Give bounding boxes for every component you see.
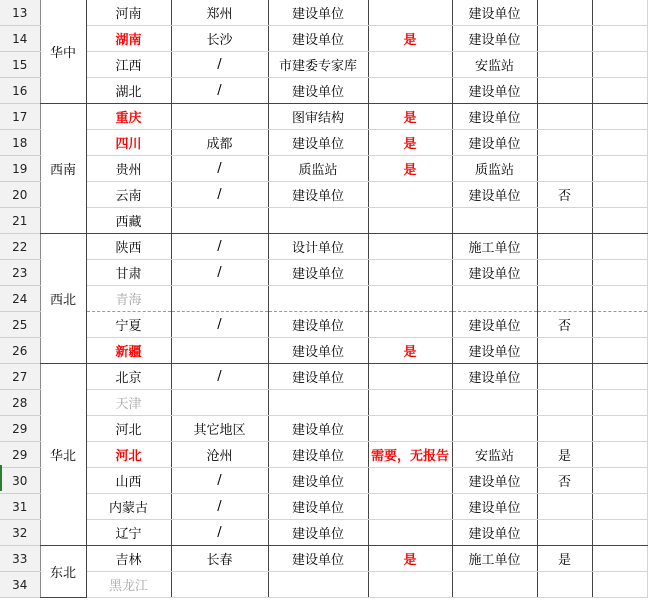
last-cell[interactable] bbox=[537, 26, 592, 52]
empty-cell[interactable] bbox=[592, 0, 647, 26]
last-cell[interactable] bbox=[537, 0, 592, 26]
city-cell[interactable] bbox=[171, 208, 268, 234]
empty-cell[interactable] bbox=[592, 468, 647, 494]
empty-cell[interactable] bbox=[592, 338, 647, 364]
city-cell[interactable]: / bbox=[171, 234, 268, 260]
unit2-cell[interactable]: 建设单位 bbox=[452, 182, 537, 208]
unit2-cell[interactable]: 建设单位 bbox=[452, 260, 537, 286]
city-cell[interactable]: / bbox=[171, 520, 268, 546]
row-number[interactable]: 17 bbox=[0, 104, 40, 130]
city-cell[interactable] bbox=[171, 338, 268, 364]
flag-cell[interactable] bbox=[368, 286, 452, 312]
city-cell[interactable]: / bbox=[171, 52, 268, 78]
city-cell[interactable]: / bbox=[171, 260, 268, 286]
province-cell[interactable]: 四川 bbox=[86, 130, 171, 156]
table-row[interactable] bbox=[0, 234, 647, 260]
unit2-cell[interactable]: 安监站 bbox=[452, 442, 537, 468]
table-row[interactable] bbox=[0, 0, 647, 26]
flag-cell[interactable] bbox=[368, 390, 452, 416]
province-cell[interactable]: 贵州 bbox=[86, 156, 171, 182]
empty-cell[interactable] bbox=[592, 156, 647, 182]
table-row[interactable] bbox=[0, 52, 647, 78]
last-cell[interactable]: 否 bbox=[537, 312, 592, 338]
unit-cell[interactable]: 建设单位 bbox=[268, 260, 368, 286]
row-number[interactable]: 34 bbox=[0, 572, 40, 598]
flag-cell[interactable]: 是 bbox=[368, 104, 452, 130]
city-cell[interactable] bbox=[171, 104, 268, 130]
city-cell[interactable] bbox=[171, 390, 268, 416]
table-row[interactable] bbox=[0, 182, 647, 208]
unit2-cell[interactable] bbox=[452, 416, 537, 442]
unit-cell[interactable] bbox=[268, 286, 368, 312]
unit-cell[interactable]: 建设单位 bbox=[268, 416, 368, 442]
last-cell[interactable]: 是 bbox=[537, 546, 592, 572]
last-cell[interactable] bbox=[537, 208, 592, 234]
unit-cell[interactable] bbox=[268, 208, 368, 234]
city-cell[interactable]: / bbox=[171, 364, 268, 390]
province-cell[interactable]: 西藏 bbox=[86, 208, 171, 234]
row-number[interactable]: 33 bbox=[0, 546, 40, 572]
row-number[interactable]: 14 bbox=[0, 26, 40, 52]
city-cell[interactable]: / bbox=[171, 156, 268, 182]
unit-cell[interactable]: 质监站 bbox=[268, 156, 368, 182]
flag-cell[interactable]: 是 bbox=[368, 338, 452, 364]
unit2-cell[interactable]: 建设单位 bbox=[452, 364, 537, 390]
row-number[interactable]: 24 bbox=[0, 286, 40, 312]
flag-cell[interactable] bbox=[368, 78, 452, 104]
last-cell[interactable] bbox=[537, 52, 592, 78]
empty-cell[interactable] bbox=[592, 416, 647, 442]
unit2-cell[interactable]: 建设单位 bbox=[452, 468, 537, 494]
city-cell[interactable]: 成都 bbox=[171, 130, 268, 156]
empty-cell[interactable] bbox=[592, 442, 647, 468]
region-cell[interactable]: 华北 bbox=[40, 364, 86, 546]
table-row[interactable] bbox=[0, 78, 647, 104]
unit-cell[interactable]: 建设单位 bbox=[268, 182, 368, 208]
province-cell[interactable]: 湖南 bbox=[86, 26, 171, 52]
city-cell[interactable]: 长沙 bbox=[171, 26, 268, 52]
last-cell[interactable]: 否 bbox=[537, 182, 592, 208]
province-cell[interactable]: 甘肃 bbox=[86, 260, 171, 286]
province-cell[interactable]: 新疆 bbox=[86, 338, 171, 364]
last-cell[interactable] bbox=[537, 130, 592, 156]
province-cell[interactable]: 湖北 bbox=[86, 78, 171, 104]
last-cell[interactable] bbox=[537, 286, 592, 312]
province-cell[interactable]: 吉林 bbox=[86, 546, 171, 572]
city-cell[interactable]: / bbox=[171, 182, 268, 208]
unit2-cell[interactable] bbox=[452, 286, 537, 312]
table-row[interactable] bbox=[0, 572, 647, 598]
unit-cell[interactable]: 建设单位 bbox=[268, 520, 368, 546]
city-cell[interactable]: / bbox=[171, 78, 268, 104]
empty-cell[interactable] bbox=[592, 520, 647, 546]
table-row[interactable] bbox=[0, 468, 647, 494]
empty-cell[interactable] bbox=[592, 52, 647, 78]
unit2-cell[interactable]: 建设单位 bbox=[452, 494, 537, 520]
city-cell[interactable]: / bbox=[171, 468, 268, 494]
unit-cell[interactable]: 建设单位 bbox=[268, 130, 368, 156]
row-number[interactable]: 19 bbox=[0, 156, 40, 182]
unit2-cell[interactable]: 建设单位 bbox=[452, 104, 537, 130]
flag-cell[interactable] bbox=[368, 260, 452, 286]
row-number[interactable]: 29 bbox=[0, 442, 40, 468]
last-cell[interactable] bbox=[537, 234, 592, 260]
flag-cell[interactable] bbox=[368, 208, 452, 234]
flag-cell[interactable] bbox=[368, 0, 452, 26]
unit-cell[interactable] bbox=[268, 390, 368, 416]
region-cell[interactable]: 西北 bbox=[40, 234, 86, 364]
unit2-cell[interactable]: 安监站 bbox=[452, 52, 537, 78]
unit2-cell[interactable]: 建设单位 bbox=[452, 312, 537, 338]
unit-cell[interactable]: 市建委专家库 bbox=[268, 52, 368, 78]
city-cell[interactable] bbox=[171, 572, 268, 598]
unit2-cell[interactable]: 施工单位 bbox=[452, 234, 537, 260]
city-cell[interactable]: 沧州 bbox=[171, 442, 268, 468]
row-number[interactable]: 31 bbox=[0, 494, 40, 520]
row-number[interactable]: 26 bbox=[0, 338, 40, 364]
flag-cell[interactable] bbox=[368, 468, 452, 494]
flag-cell[interactable] bbox=[368, 364, 452, 390]
empty-cell[interactable] bbox=[592, 390, 647, 416]
last-cell[interactable] bbox=[537, 494, 592, 520]
table-row[interactable] bbox=[0, 26, 647, 52]
empty-cell[interactable] bbox=[592, 104, 647, 130]
table-row[interactable] bbox=[0, 208, 647, 234]
flag-cell[interactable] bbox=[368, 182, 452, 208]
flag-cell[interactable]: 是 bbox=[368, 130, 452, 156]
row-number[interactable]: 15 bbox=[0, 52, 40, 78]
empty-cell[interactable] bbox=[592, 26, 647, 52]
flag-cell[interactable]: 是 bbox=[368, 26, 452, 52]
province-cell[interactable]: 河北 bbox=[86, 442, 171, 468]
unit2-cell[interactable]: 建设单位 bbox=[452, 338, 537, 364]
last-cell[interactable] bbox=[537, 78, 592, 104]
empty-cell[interactable] bbox=[592, 494, 647, 520]
flag-cell[interactable] bbox=[368, 494, 452, 520]
city-cell[interactable] bbox=[171, 286, 268, 312]
region-cell[interactable]: 西南 bbox=[40, 104, 86, 234]
last-cell[interactable]: 是 bbox=[537, 442, 592, 468]
table-row[interactable] bbox=[0, 364, 647, 390]
unit-cell[interactable]: 建设单位 bbox=[268, 0, 368, 26]
unit2-cell[interactable] bbox=[452, 208, 537, 234]
row-number[interactable]: 18 bbox=[0, 130, 40, 156]
province-cell[interactable]: 北京 bbox=[86, 364, 171, 390]
province-cell[interactable]: 河北 bbox=[86, 416, 171, 442]
province-cell[interactable]: 山西 bbox=[86, 468, 171, 494]
table-row[interactable] bbox=[0, 546, 647, 572]
unit-cell[interactable]: 建设单位 bbox=[268, 546, 368, 572]
province-cell[interactable]: 天津 bbox=[86, 390, 171, 416]
row-number[interactable]: 23 bbox=[0, 260, 40, 286]
flag-cell[interactable] bbox=[368, 52, 452, 78]
unit-cell[interactable]: 建设单位 bbox=[268, 26, 368, 52]
city-cell[interactable]: 其它地区 bbox=[171, 416, 268, 442]
last-cell[interactable] bbox=[537, 156, 592, 182]
province-cell[interactable]: 内蒙古 bbox=[86, 494, 171, 520]
last-cell[interactable] bbox=[537, 338, 592, 364]
unit-cell[interactable]: 建设单位 bbox=[268, 364, 368, 390]
unit2-cell[interactable]: 建设单位 bbox=[452, 520, 537, 546]
last-cell[interactable] bbox=[537, 104, 592, 130]
last-cell[interactable]: 否 bbox=[537, 468, 592, 494]
province-cell[interactable]: 青海 bbox=[86, 286, 171, 312]
table-row[interactable] bbox=[0, 130, 647, 156]
flag-cell[interactable] bbox=[368, 312, 452, 338]
city-cell[interactable]: / bbox=[171, 494, 268, 520]
table-row[interactable] bbox=[0, 104, 647, 130]
province-cell[interactable]: 陕西 bbox=[86, 234, 171, 260]
table-row[interactable] bbox=[0, 390, 647, 416]
empty-cell[interactable] bbox=[592, 312, 647, 338]
unit-cell[interactable]: 建设单位 bbox=[268, 338, 368, 364]
unit2-cell[interactable]: 质监站 bbox=[452, 156, 537, 182]
row-number[interactable]: 13 bbox=[0, 0, 40, 26]
table-row[interactable] bbox=[0, 260, 647, 286]
flag-cell[interactable]: 需要，无报告 bbox=[368, 442, 452, 468]
row-number[interactable]: 22 bbox=[0, 234, 40, 260]
row-number[interactable]: 25 bbox=[0, 312, 40, 338]
empty-cell[interactable] bbox=[592, 546, 647, 572]
unit-cell[interactable]: 建设单位 bbox=[268, 494, 368, 520]
unit2-cell[interactable]: 建设单位 bbox=[452, 130, 537, 156]
row-selection-indicator bbox=[0, 465, 2, 491]
province-cell[interactable]: 宁夏 bbox=[86, 312, 171, 338]
flag-cell[interactable] bbox=[368, 416, 452, 442]
last-cell[interactable] bbox=[537, 572, 592, 598]
province-cell[interactable]: 云南 bbox=[86, 182, 171, 208]
unit2-cell[interactable]: 建设单位 bbox=[452, 78, 537, 104]
table-row[interactable] bbox=[0, 416, 647, 442]
empty-cell[interactable] bbox=[592, 208, 647, 234]
empty-cell[interactable] bbox=[592, 364, 647, 390]
row-number[interactable]: 28 bbox=[0, 390, 40, 416]
province-cell[interactable]: 黑龙江 bbox=[86, 572, 171, 598]
table-row[interactable] bbox=[0, 494, 647, 520]
row-number[interactable]: 32 bbox=[0, 520, 40, 546]
last-cell[interactable] bbox=[537, 390, 592, 416]
table-row[interactable] bbox=[0, 520, 647, 546]
province-cell[interactable]: 江西 bbox=[86, 52, 171, 78]
empty-cell[interactable] bbox=[592, 234, 647, 260]
empty-cell[interactable] bbox=[592, 286, 647, 312]
empty-cell[interactable] bbox=[592, 130, 647, 156]
province-cell[interactable]: 重庆 bbox=[86, 104, 171, 130]
last-cell[interactable] bbox=[537, 364, 592, 390]
unit2-cell[interactable]: 施工单位 bbox=[452, 546, 537, 572]
table-row[interactable] bbox=[0, 338, 647, 364]
row-number[interactable]: 20 bbox=[0, 182, 40, 208]
table-row[interactable] bbox=[0, 286, 647, 312]
unit2-cell[interactable] bbox=[452, 390, 537, 416]
city-cell[interactable]: 长春 bbox=[171, 546, 268, 572]
row-number[interactable]: 27 bbox=[0, 364, 40, 390]
province-cell[interactable]: 辽宁 bbox=[86, 520, 171, 546]
unit-cell[interactable]: 建设单位 bbox=[268, 78, 368, 104]
table-row[interactable] bbox=[0, 312, 647, 338]
city-cell[interactable]: / bbox=[171, 312, 268, 338]
region-cell[interactable]: 东北 bbox=[40, 546, 86, 598]
unit2-cell[interactable]: 建设单位 bbox=[452, 26, 537, 52]
row-number[interactable]: 29 bbox=[0, 416, 40, 442]
province-cell[interactable]: 河南 bbox=[86, 0, 171, 26]
empty-cell[interactable] bbox=[592, 182, 647, 208]
flag-cell[interactable] bbox=[368, 234, 452, 260]
unit2-cell[interactable] bbox=[452, 572, 537, 598]
empty-cell[interactable] bbox=[592, 260, 647, 286]
flag-cell[interactable]: 是 bbox=[368, 546, 452, 572]
unit-cell[interactable]: 建设单位 bbox=[268, 468, 368, 494]
region-cell[interactable]: 华中 bbox=[40, 0, 86, 104]
city-cell[interactable]: 郑州 bbox=[171, 0, 268, 26]
unit-cell[interactable]: 建设单位 bbox=[268, 442, 368, 468]
flag-cell[interactable] bbox=[368, 572, 452, 598]
last-cell[interactable] bbox=[537, 260, 592, 286]
unit-cell[interactable]: 建设单位 bbox=[268, 312, 368, 338]
last-cell[interactable] bbox=[537, 520, 592, 546]
flag-cell[interactable] bbox=[368, 520, 452, 546]
empty-cell[interactable] bbox=[592, 78, 647, 104]
empty-cell[interactable] bbox=[592, 572, 647, 598]
last-cell[interactable] bbox=[537, 416, 592, 442]
row-number[interactable]: 16 bbox=[0, 78, 40, 104]
unit-cell[interactable]: 设计单位 bbox=[268, 234, 368, 260]
unit-cell[interactable]: 图审结构 bbox=[268, 104, 368, 130]
row-number[interactable]: 30 bbox=[0, 468, 40, 494]
unit2-cell[interactable]: 建设单位 bbox=[452, 0, 537, 26]
row-number[interactable]: 21 bbox=[0, 208, 40, 234]
table-row[interactable] bbox=[0, 442, 647, 468]
table-row[interactable] bbox=[0, 156, 647, 182]
flag-cell[interactable]: 是 bbox=[368, 156, 452, 182]
unit-cell[interactable] bbox=[268, 572, 368, 598]
